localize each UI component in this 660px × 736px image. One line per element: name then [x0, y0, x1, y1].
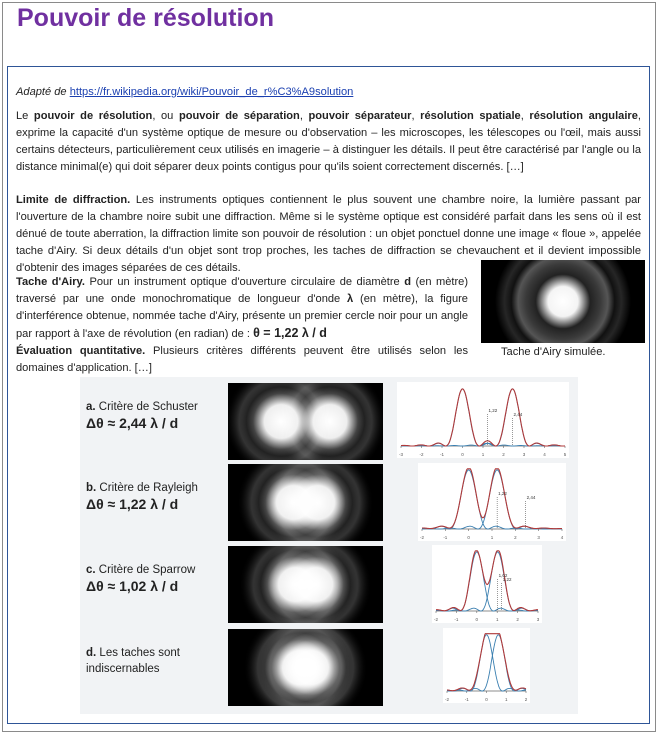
symbol-d: d — [404, 276, 411, 288]
criterion-label — [86, 562, 195, 594]
source-prefix: Adapté de — [16, 86, 67, 98]
x-tick-label: -2 — [419, 535, 425, 540]
criterion-formula: Δθ ≈ 2,44 λ / d — [86, 415, 179, 431]
criterion-name — [86, 562, 195, 578]
airy-spot — [256, 629, 368, 706]
criterion-label — [86, 645, 206, 677]
source-line — [16, 84, 641, 101]
x-tick-label: 1 — [504, 697, 508, 702]
text-span: , — [299, 110, 309, 122]
criterion-label — [86, 480, 198, 512]
marker-label: 1,22 — [502, 577, 512, 582]
text-span: Les instruments optiques contiennent le plus souvent une chambre noire, la lumière passant par l'ouverture de la chambre noire subit une diffraction. Même si le système optique est considéré parfait dans les sens où il est dénué de toute aberration, la diffraction limite son pouvoir de résolution : un objet ponctuel donne une image « floue », appelée tache d'Airy. Si deux détails d'un objet sont trop proches, les taches de diffraction se chevauchent et il devient impossible d'obtenir des images séparées de ces détails. — [16, 194, 641, 274]
criterion-title: Critère de Rayleigh — [96, 482, 198, 494]
section-heading: Limite de diffraction. — [16, 194, 131, 206]
text-span: Le — [16, 110, 34, 122]
single-spot-curve — [401, 389, 565, 446]
marker-label: 2,44 — [526, 495, 536, 500]
double-airy-image — [228, 546, 383, 623]
single-spot-curve — [436, 552, 538, 611]
text-span: Pour un instrument optique d'ouverture circulaire de diamètre — [84, 276, 405, 288]
sum-intensity-curve — [401, 389, 565, 446]
x-tick-label: 0 — [467, 535, 470, 540]
x-tick-label: 5 — [563, 452, 567, 457]
x-tick-label: 2 — [524, 697, 528, 702]
single-spot-curve — [436, 552, 538, 611]
criterion-letter: c. — [86, 564, 96, 576]
x-tick-label: 3 — [537, 535, 540, 540]
airy-disk-image — [481, 260, 645, 343]
x-tick-label: -2 — [444, 697, 450, 702]
section-heading: Évaluation quantitative. — [16, 344, 146, 357]
criterion-name — [86, 480, 198, 496]
criterion-title: Critère de Sparrow — [95, 564, 196, 576]
criterion-title: Critère de Schuster — [95, 401, 198, 413]
page-title: Pouvoir de résolution — [17, 4, 274, 32]
intensity-plot — [432, 545, 542, 623]
source-link[interactable]: https://fr.wikipedia.org/wiki/Pouvoir_de_r%C3%A9solution — [69, 86, 354, 98]
criterion-letter: b. — [86, 482, 97, 494]
x-tick-label: 0 — [485, 697, 488, 702]
sum-intensity-curve — [422, 469, 562, 529]
single-spot-curve — [401, 389, 565, 446]
text-span: Plusieurs critères différents peuvent être utilisés selon les domaines d'application. […] — [16, 344, 468, 374]
x-tick-label: -3 — [398, 452, 404, 457]
paragraph-airy — [16, 274, 468, 376]
airy-formula: θ = 1,22 λ / d — [253, 325, 327, 340]
criterion-letter: a. — [86, 401, 96, 413]
marker-label: 1,22 — [488, 408, 498, 413]
criterion-name — [86, 399, 198, 415]
x-tick-label: -1 — [464, 697, 469, 702]
airy-spot — [260, 546, 372, 623]
x-tick-label: -1 — [439, 452, 445, 457]
single-spot-curve — [447, 635, 526, 691]
airy-spot — [274, 383, 383, 460]
x-tick-label: -2 — [419, 452, 424, 457]
text-span: , exprime la capacité d'un système optique de mesure ou d'observation – les microscopes, les télescopes ou l'œil, mais aussi certains détecteurs, particulièrement ceux utilisés en imagerie – à distinguer les détails. Il peut être caractérisé par l'angle ou la distance minimal(e) qui doit séparer deux points contigus pour qu'ils soient correctement discernés. […] — [16, 110, 641, 173]
x-tick-label: 4 — [543, 452, 546, 457]
airy-caption: Tache d'Airy simulée. — [501, 346, 606, 358]
criterion-formula: Δθ ≈ 1,02 λ / d — [86, 578, 179, 594]
term-4: résolution spatiale — [420, 110, 521, 122]
x-tick-label: -2 — [433, 617, 439, 622]
x-tick-label: 1 — [490, 535, 494, 540]
double-airy-image — [228, 629, 383, 706]
section-heading: Tache d'Airy. — [16, 276, 85, 288]
text-span: (en mètre), la figure d'interférence obtenue, nommée tache d'Airy, présente un premier cercle noir pour un angle par rapport à l'axe de révolution (en radian) de : — [16, 292, 468, 340]
sum-intensity-curve — [436, 551, 538, 611]
x-tick-label: 3 — [536, 617, 540, 622]
x-tick-label: 2 — [516, 617, 519, 622]
airy-spot — [262, 464, 374, 541]
x-tick-label: 1 — [481, 452, 485, 457]
x-tick-label: 0 — [461, 452, 464, 457]
term-5: résolution angulaire — [529, 110, 638, 122]
intensity-plot — [418, 463, 566, 541]
criterion-label — [86, 399, 198, 431]
x-tick-label: 2 — [514, 535, 517, 540]
x-tick-label: 4 — [560, 535, 564, 540]
marker-label: 1,22 — [498, 491, 507, 496]
criterion-title: Les taches sont indiscernables — [86, 647, 180, 675]
term-3: pouvoir séparateur — [308, 110, 412, 122]
paragraph-definition — [16, 108, 641, 176]
intensity-plot — [443, 628, 530, 703]
sum-intensity-curve — [447, 634, 526, 691]
single-spot-curve — [447, 635, 526, 691]
criterion-name — [86, 645, 206, 677]
x-tick-label: 2 — [502, 452, 505, 457]
criterion-letter: d. — [86, 647, 97, 659]
x-tick-label: 1 — [495, 617, 499, 622]
text-span: , ou — [152, 110, 179, 122]
double-airy-image — [228, 464, 383, 541]
text-span: , — [411, 110, 421, 122]
x-tick-label: -1 — [443, 535, 448, 540]
x-tick-label: 0 — [475, 617, 479, 622]
criterion-formula: Δθ ≈ 1,22 λ / d — [86, 496, 179, 512]
double-airy-image — [228, 383, 383, 460]
marker-label: 1,02 — [498, 573, 508, 578]
text-span: , — [520, 110, 530, 122]
term-1: pouvoir de résolution — [33, 110, 153, 122]
x-tick-label: 3 — [522, 452, 526, 457]
marker-label: 2,44 — [513, 412, 523, 417]
x-tick-label: -1 — [454, 617, 459, 622]
term-2: pouvoir de séparation — [178, 110, 300, 122]
symbol-lambda: λ — [347, 292, 354, 305]
text-span: (en mètre) traversé par une onde monochromatique de longueur d'onde — [16, 276, 469, 305]
intensity-plot — [397, 382, 569, 458]
